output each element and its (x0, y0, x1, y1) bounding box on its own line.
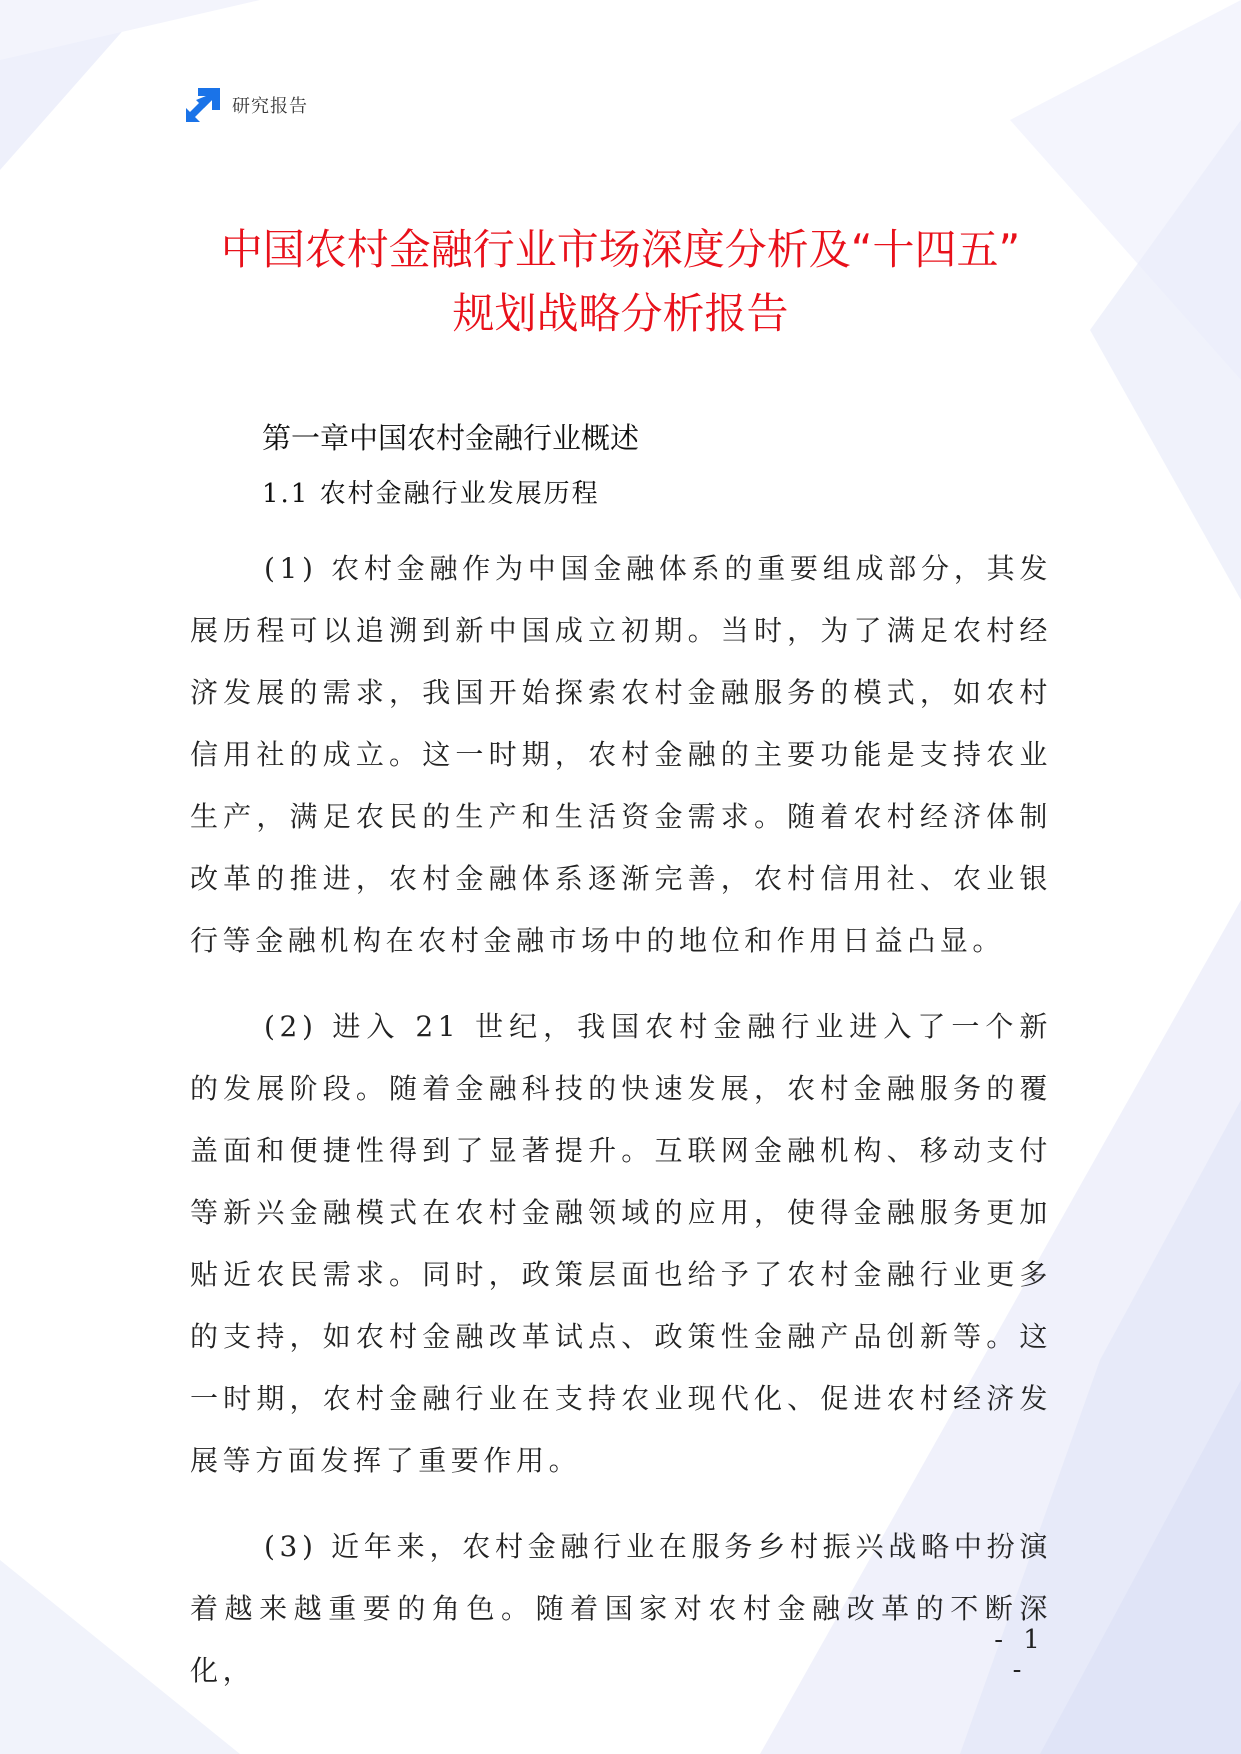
body-paragraph-3: (3) 近年来，农村金融行业在服务乡村振兴战略中扮演着越来越重要的角色。随着国家对农村金融改革的不断深化， (190, 1530, 1052, 1687)
title-line-1: 中国农村金融行业市场深度分析及“十四五” (220, 225, 1021, 274)
document-body (190, 418, 1052, 1702)
document-title (150, 218, 1091, 346)
body-paragraph-1: (1) 农村金融作为中国金融体系的重要组成部分，其发展历程可以追溯到新中国成立初期。当时，为了满足农村经济发展的需求，我国开始探索农村金融服务的模式，如农村信用社的成立。这一时期，农村金融的主要功能是支持农业生产，满足农民的生产和生活资金需求。随着农村经济体制改革的推进，农村金融体系逐渐完善，农村信用社、农业银行等金融机构在农村金融市场中的地位和作用日益凸显。 (190, 552, 1052, 957)
chapter-heading: 第一章中国农村金融行业概述 (262, 421, 640, 455)
section-heading: 1.1 农村金融行业发展历程 (262, 479, 600, 509)
arrow-up-right-icon (186, 88, 220, 122)
page-number: - 1 - (994, 1625, 1046, 1685)
report-header (186, 88, 308, 122)
report-type-label: 研究报告 (232, 96, 308, 117)
title-line-2: 规划战略分析报告 (452, 289, 789, 338)
body-paragraph-2: (2) 进入 21 世纪，我国农村金融行业进入了一个新的发展阶段。随着金融科技的快速发展，农村金融服务的覆盖面和便捷性得到了显著提升。互联网金融机构、移动支付等新兴金融模式在农村金融领域的应用，使得金融服务更加贴近农民需求。同时，政策层面也给予了农村金融行业更多的支持，如农村金融改革试点、政策性金融产品创新等。这一时期，农村金融行业在支持农业现代化、促进农村经济发展等方面发挥了重要作用。 (190, 1010, 1052, 1477)
